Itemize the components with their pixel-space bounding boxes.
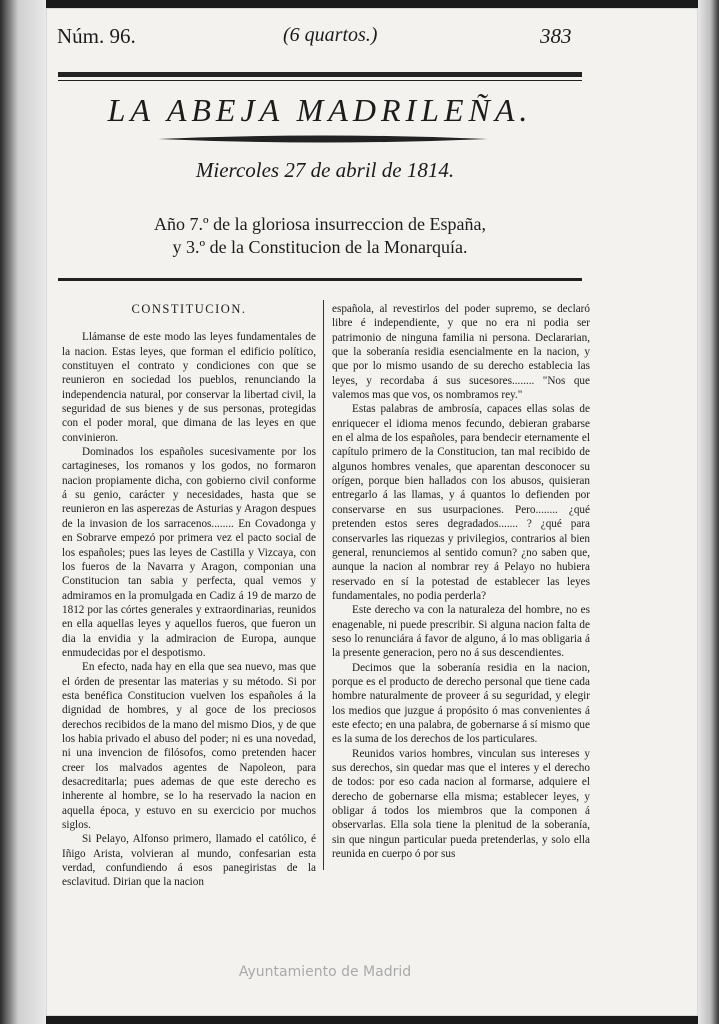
- paragraph: española, al revestirlos del poder supremo, se declaró libre é independiente, y que no era ni podia ser patrimonio de ninguna familia ni persona. Declararian, que la soberanía residia esencialmente en la nacion, y que por lo mismo usando de su derecho establecia las leyes, y recordaba á sus sucesores........ "Nos que valemos mas que vos, os nombramos rey.": [332, 303, 590, 402]
- masthead-rule-top: [58, 72, 582, 77]
- paragraph: Estas palabras de ambrosía, capaces ellas solas de enriquecer el idioma menos fecundo, debieran grabarse en el alma de los españoles, para bendecir eternamente el capítulo primero de la Constitucion, tan mal recibido de algunos hombres venales, que aparentan desconocer su orígen, porque bien hallados con los abusos, quisieran entregarlo á las llamas, y á quantos lo defienden por conservarse en sus usurpaciones. Pero........ ¿qué pretenden estos seres degradados....... ? ¿qué para conservarles las riquezas y privilegios, contrarios al bien general, renunciemos al sentido comun? ¿no saben que, aunque la nacion al nombrar rey á Pelayo no hubiera reservado en sí la potestad de establecer las leyes fundamentales, no podia perderla?: [332, 403, 590, 602]
- watermark: Ayuntamiento de Madrid: [238, 964, 412, 980]
- book-spine: [0, 0, 46, 1024]
- column-left: [62, 302, 316, 890]
- year-statement: [100, 213, 540, 259]
- paragraph: En efecto, nada hay en ella que sea nuevo, mas que el órden de presentar las materias y su método. Si por esta benéfica Constitucion vuelven los españoles á la dignidad de hombres, y al goce de los preciosos derechos recibidos de la mano del mismo Dios, y de que los habia privado el abuso del poder; ni es una novedad, ni una invencion de filósofos, como pretenden hacer creer los malvados agentes de Napoleon, para desacreditarla; pues ademas de que este derecho es inherente al hombre, se lo ha reservado la nacion en aquella época, y estuvo en su exercicio por muchos siglos.: [62, 661, 316, 832]
- paragraph: Dominados los españoles sucesivamente por los cartagineses, los romanos y los godos, no formaron nacion propiamente dicha, con gobierno civil conforme á su genio, carácter y necesidades, hasta que se reunieron en las asperezas de Asturias y Aragon despues de la invasion de los sarracenos........ En Covadonga y en Sobrarve empezó por primera vez el pacto social de los españoles; pues las leyes de Castilla y Vizcaya, con los fueros de la Navarra y Aragon, componian una Constitucion tan sabia y perfecta, qual vemos y admiramos en la promulgada en Cadiz á 19 de marzo de 1812 por las córtes generales y extraordinarias, reunidos en ella aquellas leyes y aquellos fueros, que fueron un dia la envidia y la admiracion de Europa, aunque enmudecidas por el despotismo.: [62, 446, 316, 659]
- paragraph: Si Pelayo, Alfonso primero, llamado el católico, é Iñigo Arista, volvieran al mundo, confesarian esta verdad, confundiendo á esos panegiristas de la esclavitud. Dirian que la nacion: [62, 833, 316, 889]
- title-ornament-icon: [158, 134, 488, 144]
- newspaper-title: LA ABEJA MADRILEÑA.: [107, 92, 533, 128]
- masthead-rule-bottom: [58, 278, 582, 281]
- column-right: [332, 302, 590, 861]
- paragraph: Este derecho va con la naturaleza del hombre, no es enagenable, ni puede prescribir. Si alguna nacion falta de seso lo renunciára á favor de alguno, á lo mas obligaria á la presente generacion, pero no á sus descendientes.: [332, 604, 590, 660]
- year-line-2: y 3.º de la Constitucion de la Monarquía.: [172, 237, 468, 257]
- column-divider: [323, 300, 324, 870]
- issue-number: Núm. 96.: [57, 24, 136, 48]
- page-number: 383: [540, 24, 572, 48]
- issue-price: (6 quartos.): [283, 24, 378, 46]
- issue-date: Miercoles 27 de abril de 1814.: [195, 158, 455, 182]
- paragraph: Llámanse de este modo las leyes fundamentales de la nacion. Estas leyes, que forman el edificio político, constituyen el contrato y condiciones con que se reunieron en sociedad los pueblos, renunciando la independencia natural, por conservar la libertad civil, la seguridad de sus bienes y de sus personas, protegidas con el poder moral, que dimana de las leyes en que convinieron.: [62, 331, 316, 444]
- year-line-1: Año 7.º de la gloriosa insurreccion de España,: [154, 214, 486, 234]
- section-title: CONSTITUCION.: [131, 302, 247, 316]
- paragraph: Decimos que la soberanía residia en la nacion, porque es el producto de derecho personal que tiene cada hombre naturalmente de proveer á su seguridad, y elegir los medios que juzgue á propósito ó mas convenientes á este efecto; en una palabra, de gobernarse á sí mismo que es la suma de los derechos de los particulares.: [332, 661, 590, 746]
- page-edge: [698, 0, 719, 1024]
- paragraph: Reunidos varios hombres, vinculan sus intereses y sus derechos, sin quedar mas que el interes y el derecho de todos: por eso cada nacion al formarse, adquiere el derecho de gobernarse ella misma; establecer leyes, y obligar á todos los miembros que la componen á observarlas. Ella sola tiene la plenitud de la soberanía, sin que ningun particular pueda pretenderlas, y solo ella reunida en cuerpo ó por sus: [332, 747, 590, 861]
- masthead-rule-thin: [58, 80, 582, 81]
